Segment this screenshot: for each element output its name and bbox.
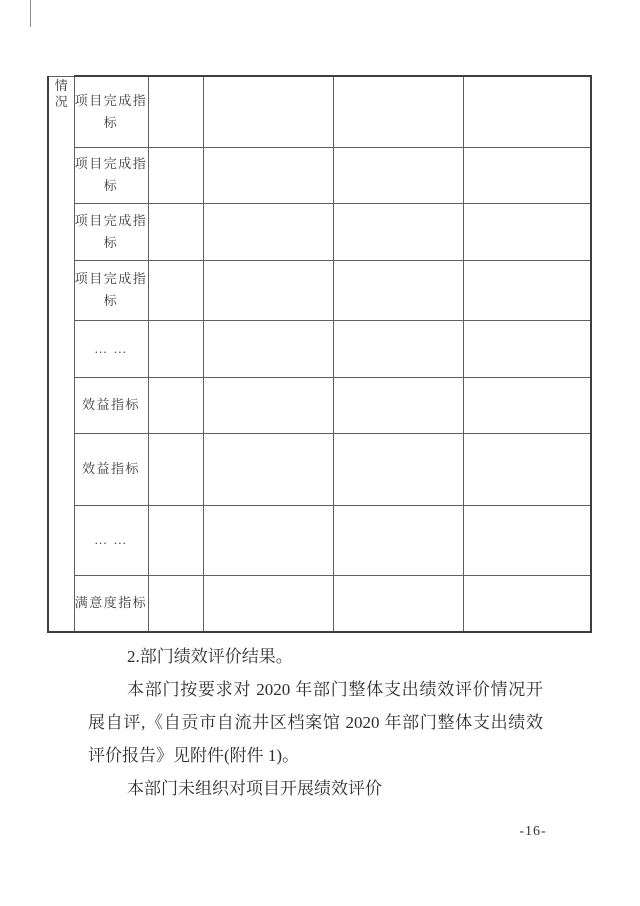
table-cell-empty [203,260,333,320]
table-cell-empty [148,76,203,147]
table-row [48,320,591,377]
table-cell-empty [148,203,203,260]
table-cell-empty [333,505,463,575]
table-cell-empty [203,147,333,203]
table-cell-empty [333,433,463,505]
paragraph-line: 本部门未组织对项目开展绩效评价 [127,779,382,798]
table-side-cell [48,76,74,632]
body-text-block [88,640,543,805]
table-cell-empty [148,505,203,575]
table-cell-empty [148,260,203,320]
table-cell-empty [333,320,463,377]
row-label-cell: … … [74,320,148,377]
table-cell-empty [203,433,333,505]
side-label: 情况 [54,77,68,109]
table-cell-empty [148,320,203,377]
row-label-cell: 项目完成指标 [74,76,148,147]
table-row [48,76,591,147]
table-cell-empty [203,76,333,147]
section-heading: 2.部门绩效评价结果。 [127,647,293,666]
cropped-gridline-artifact [30,0,31,27]
table-cell-empty [148,147,203,203]
paragraph-line: 评价报告》见附件(附件 1)。 [88,746,300,765]
page-number: -16- [519,824,547,839]
table-row [48,505,591,575]
paragraph-line: 本部门按要求对 2020 年部门整体支出绩效评价情况开 [127,680,543,699]
row-label-cell: 满意度指标 [74,575,148,632]
table-row [48,377,591,433]
table-row [48,203,591,260]
row-label-cell: … … [74,505,148,575]
table-cell-empty [463,433,591,505]
table-cell-empty [333,377,463,433]
table-cell-empty [463,147,591,203]
table-cell-empty [203,377,333,433]
table-cell-empty [333,76,463,147]
paragraph-line: 展自评,《自贡市自流井区档案馆 2020 年部门整体支出绩效 [88,713,543,732]
table-cell-empty [333,260,463,320]
table-cell-empty [463,505,591,575]
table-cell-empty [148,377,203,433]
table-cell-empty [203,505,333,575]
table-cell-empty [333,575,463,632]
table-cell-empty [148,433,203,505]
table-cell-empty [203,575,333,632]
table-cell-empty [463,575,591,632]
table-cell-empty [463,76,591,147]
row-label-cell: 项目完成指标 [74,147,148,203]
row-label-cell: 效益指标 [74,433,148,505]
row-label-cell: 项目完成指标 [74,203,148,260]
row-label-cell: 效益指标 [74,377,148,433]
table-cell-empty [463,377,591,433]
table-cell-empty [203,320,333,377]
performance-indicator-table [47,75,592,633]
table-cell-empty [333,203,463,260]
row-label-cell: 项目完成指标 [74,260,148,320]
table-cell-empty [463,260,591,320]
table-row [48,433,591,505]
table-cell-empty [203,203,333,260]
table-row [48,147,591,203]
table-cell-empty [463,203,591,260]
table-cell-empty [148,575,203,632]
table-cell-empty [333,147,463,203]
table-cell-empty [463,320,591,377]
table-row [48,260,591,320]
table-row [48,575,591,632]
